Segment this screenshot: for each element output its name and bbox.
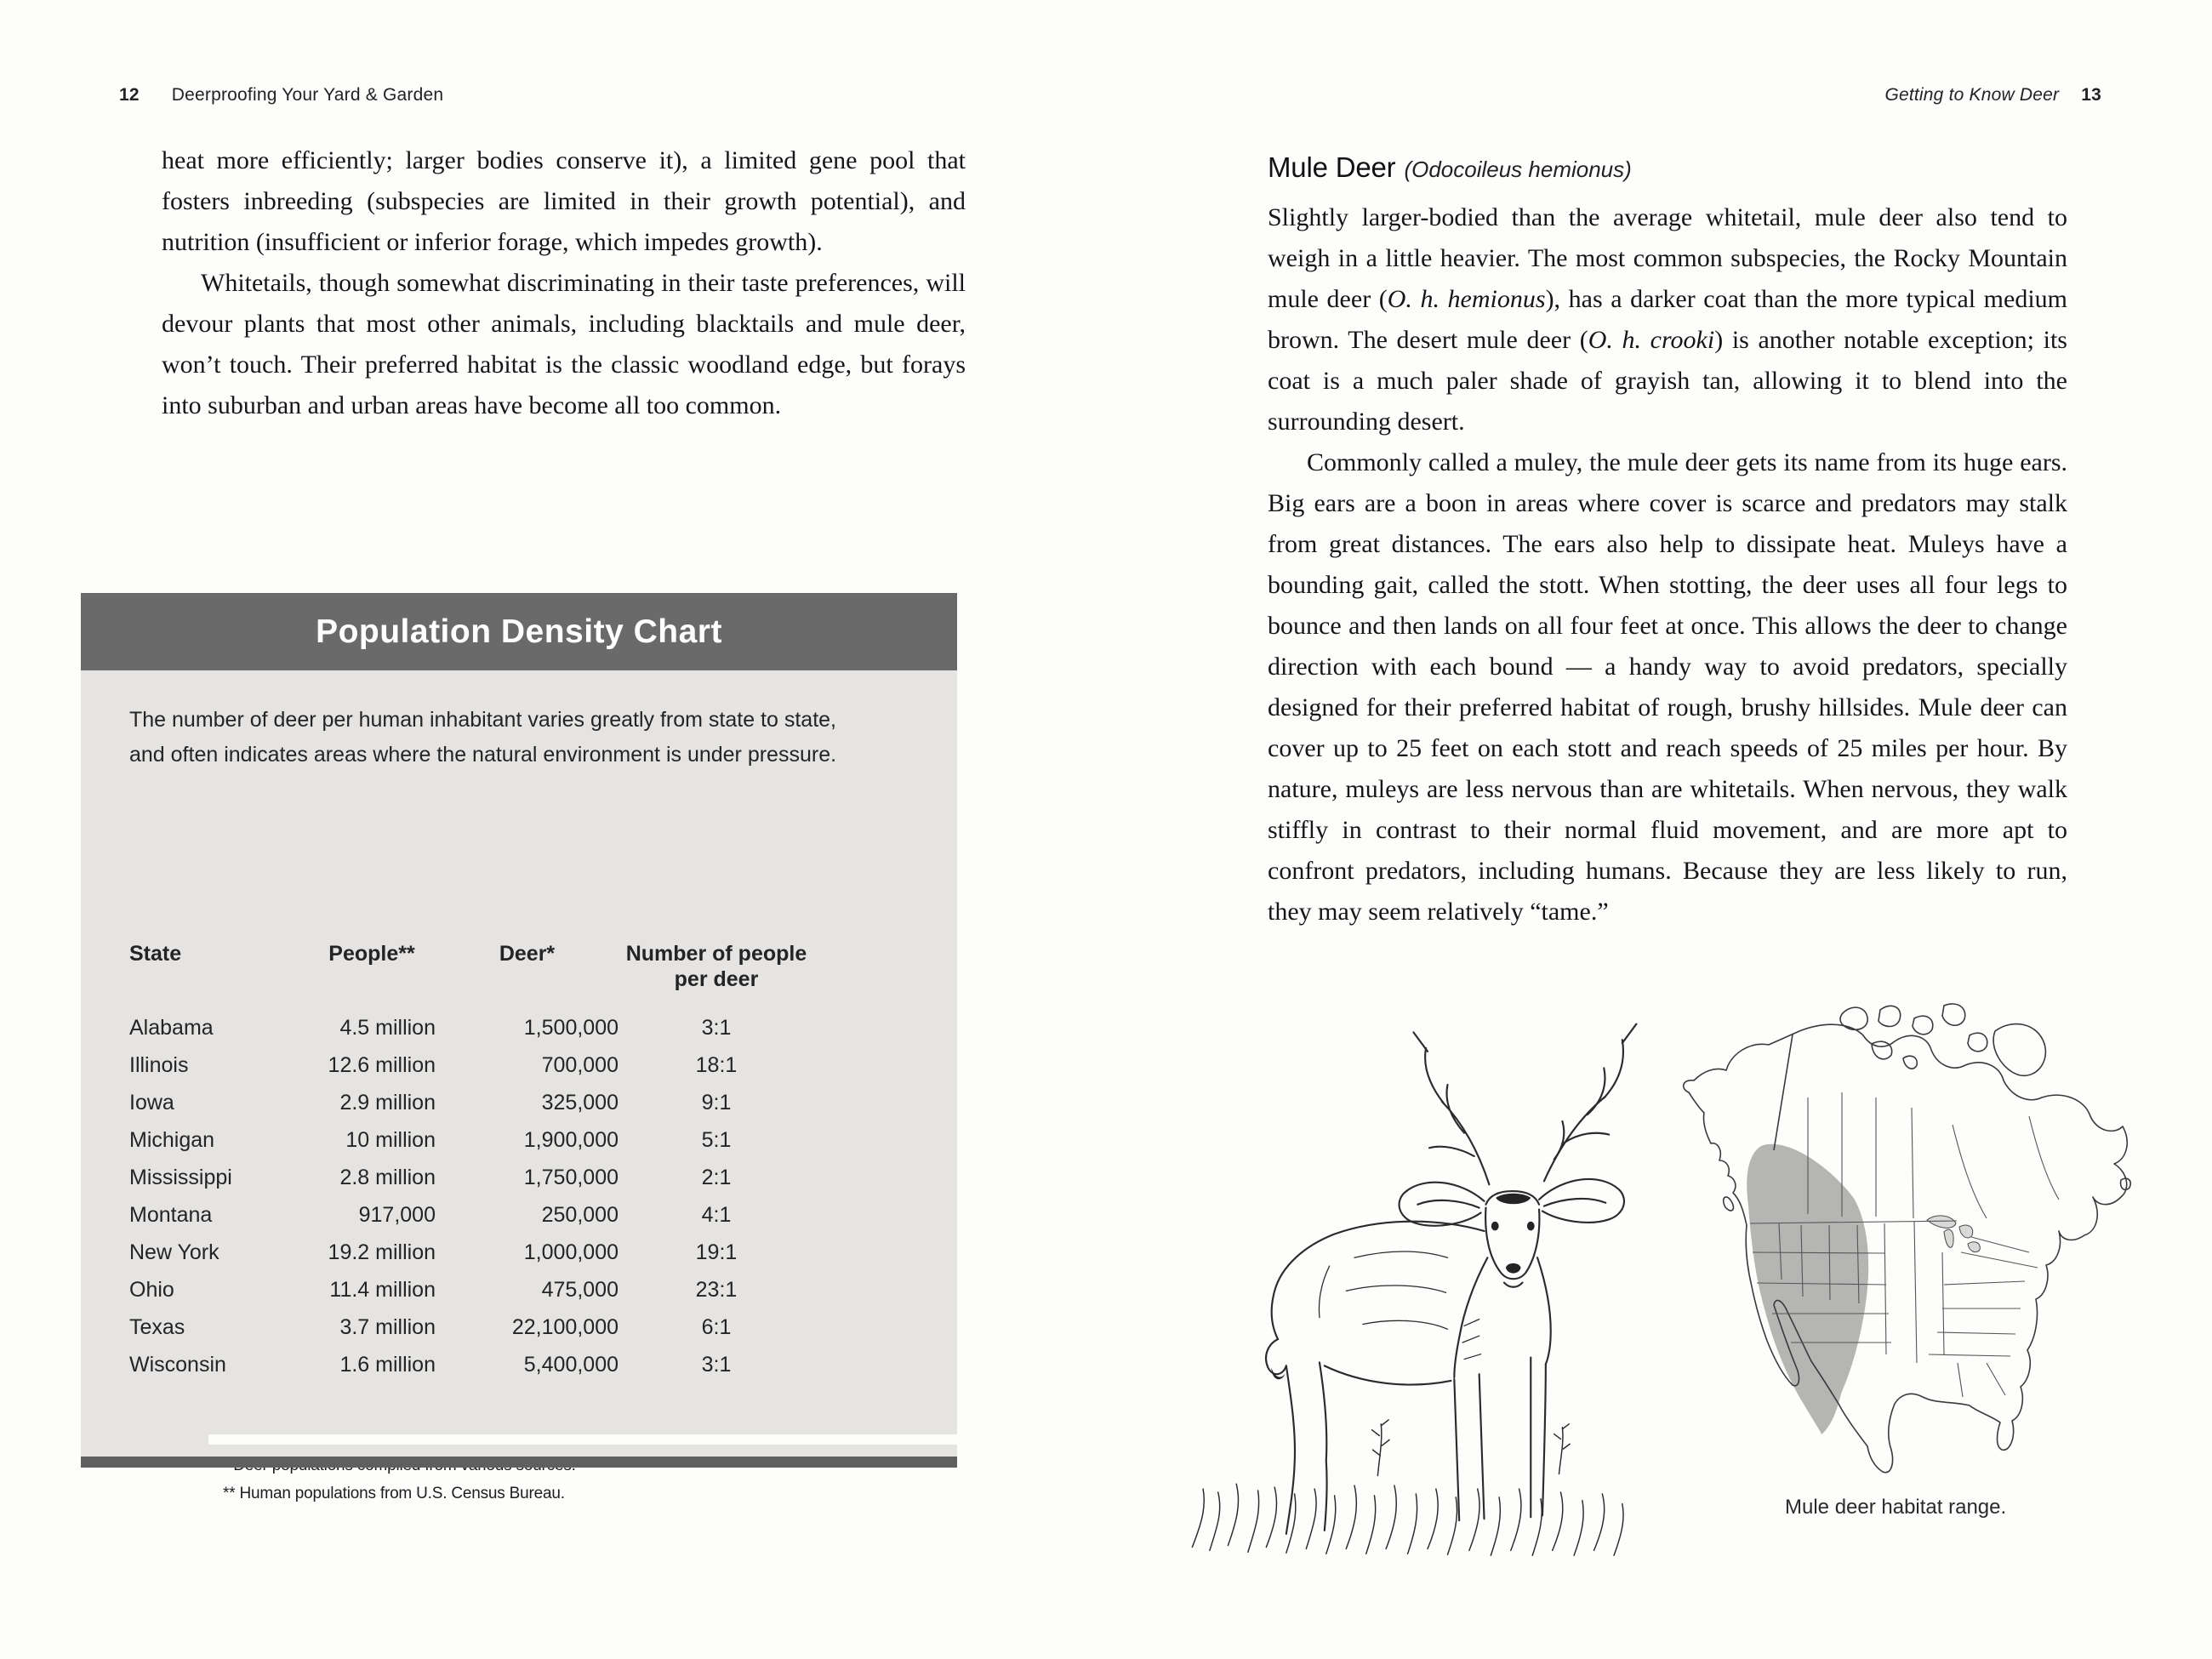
chart-box-intro: The number of deer per human inhabitant varies greatly from state to state, and often indicates areas where the natural environment is under pressure. xyxy=(129,708,837,767)
species-italic: O. h. crooki xyxy=(1588,326,1715,354)
table-row: Illinois 12.6 million 700,000 18:1 xyxy=(129,1053,738,1077)
left-running-head-title: Deerproofing Your Yard & Garden xyxy=(171,85,444,105)
left-paragraph-1: heat more efficiently; larger bodies conserve it), a limited gene pool that fosters inbreeding (subspecies are limited in their growth potential), and nutrition (insufficient or inferior forage, which impedes growth). xyxy=(162,146,966,256)
population-density-chart-box xyxy=(81,593,957,1502)
right-body-column xyxy=(1268,197,2067,932)
chart-box-title-bar xyxy=(81,593,957,670)
population-table xyxy=(81,941,957,1390)
heading-text: Mule Deer xyxy=(1268,151,1396,183)
table-row: Montana 917,000 250,000 4:1 xyxy=(129,1203,732,1227)
table-row: Iowa 2.9 million 325,000 9:1 xyxy=(129,1091,732,1115)
table-row: Wisconsin 1.6 million 5,400,000 3:1 xyxy=(129,1353,732,1377)
north-america-map-icon xyxy=(1672,997,2135,1489)
col-header-ratio: Number of people per deer xyxy=(625,942,807,991)
left-body-column xyxy=(162,140,966,426)
table-header-row xyxy=(81,941,957,992)
left-page-number: 12 xyxy=(119,85,140,105)
col-header-state: State xyxy=(129,942,182,966)
heading-species-name: (Odocoileus hemionus) xyxy=(1404,157,1632,182)
right-paragraph-2: Commonly called a muley, the mule deer gets its name from its huge ears. Big ears are a boon in areas where cover is scarce and predators may stalk from great distances. The ears also help to dissipate heat. Muleys have a bounding gait, called the stott. When stotting, the deer uses all four legs to bounce and then lands on all four feet at once. This allows the deer to change direction with each bound — a handy way to avoid predators, specially designed for their preferred habitat of rough, brushy hillsides. Mule deer can cover up to 25 feet on each stott and reach speeds of 25 miles per hour. By nature, muleys are less nervous than are whitetails. When nervous, they walk stiffly in contrast to their normal fluid movement, and are more apt to confront predators, including humans. Because they are less likely to run, they may seem relatively “tame.” xyxy=(1268,448,2067,926)
map-caption: Mule deer habitat range. xyxy=(1785,1496,2007,1519)
mule-deer-illustration xyxy=(1149,1008,1710,1565)
table-row: Michigan 10 million 1,900,000 5:1 xyxy=(129,1128,732,1152)
mule-deer-heading xyxy=(1268,151,1632,184)
chart-box-bottom-rule xyxy=(81,1457,957,1468)
left-running-head xyxy=(119,85,443,105)
col-header-people: People** xyxy=(328,942,415,966)
left-paragraph-2: Whitetails, though somewhat discriminating in their taste preferences, will devour plants that most other animals, including blacktails and mule deer, won’t touch. Their preferred habitat is the classic woodland edge, but forays into suburban and urban areas have become all too common. xyxy=(162,269,966,419)
chart-box-title: Population Density Chart xyxy=(316,613,722,650)
col-header-deer: Deer* xyxy=(499,942,556,966)
table-row: New York 19.2 million 1,000,000 19:1 xyxy=(129,1240,738,1264)
table-row: Mississippi 2.8 million 1,750,000 2:1 xyxy=(129,1166,732,1189)
right-running-head-title: Getting to Know Deer xyxy=(1884,85,2060,105)
table-row: Alabama 4.5 million 1,500,000 3:1 xyxy=(129,1016,732,1040)
habitat-range-map xyxy=(1672,997,2135,1489)
right-running-head xyxy=(1268,85,2101,105)
table-row: Texas 3.7 million 22,100,000 6:1 xyxy=(129,1315,732,1339)
right-page-number: 13 xyxy=(2081,85,2101,105)
mule-deer-drawing-icon xyxy=(1149,1008,1710,1565)
table-row: Ohio 11.4 million 475,000 23:1 xyxy=(129,1278,738,1302)
species-italic: O. h. hemionus xyxy=(1387,285,1546,313)
chart-box-body xyxy=(81,670,957,1502)
footnote-human: ** Human populations from U.S. Census Bureau. xyxy=(223,1485,565,1502)
footnote-separator xyxy=(208,1434,957,1445)
right-paragraph-1: Slightly larger-bodied than the average whitetail, mule deer also tend to weigh in a little heavier. The most common subspecies, the Rocky Mountain mule deer (O. h. hemionus), has a darker coat than the more typical medium brown. The desert mule deer (O. h. crooki) is another notable exception; its coat is a much paler shade of grayish tan, allowing it to blend into the surrounding desert. xyxy=(1268,203,2067,436)
